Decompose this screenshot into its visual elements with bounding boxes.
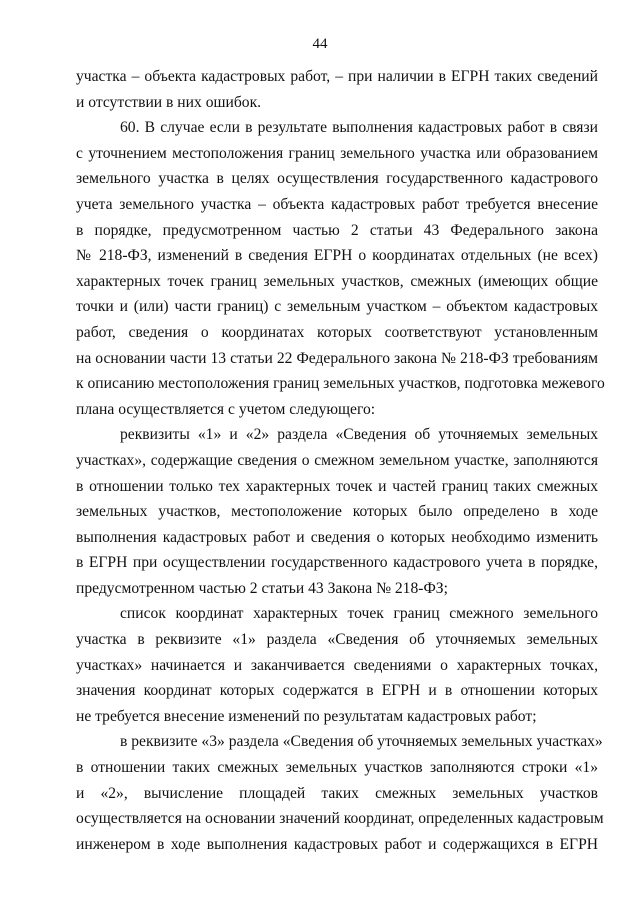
paragraph — [76, 729, 604, 857]
paragraph — [76, 422, 598, 601]
text-line: работ, сведения о координатах которых соответствуют установленным — [76, 323, 598, 341]
text-line: в отношении только тех характерных точек и частей границ таких смежных — [76, 477, 598, 495]
text-line: значения координат которых содержатся в ЕГРН и в отношении которых — [76, 682, 598, 700]
text-line: осуществляется на основании значений координат, определенных кадастровым — [76, 810, 604, 828]
page-number: 44 — [312, 36, 328, 52]
text-line: инженером в ходе выполнения кадастровых работ и содержащихся в ЕГРН — [76, 835, 598, 853]
text-line: № 218-ФЗ, изменений в сведения ЕГРН о координатах отдельных (не всех) — [76, 247, 598, 265]
text-line: участках», содержащие сведения о смежном земельном участке, заполняются — [76, 451, 598, 469]
text-line: в реквизите «3» раздела «Сведения об уточняемых земельных участках» — [120, 733, 603, 751]
text-line: и «2», вычисление площадей таких смежных земельных участков — [76, 784, 598, 802]
text-line: участка – объекта кадастровых работ, – при наличии в ЕГРН таких сведений — [76, 68, 598, 85]
text-line: в порядке, предусмотренном частью 2 статьи 43 Федерального закона — [76, 221, 598, 239]
text-line: земельного участка в целях осуществления государственного кадастрового — [76, 170, 598, 188]
paragraph — [76, 601, 598, 729]
text-line: учета земельного участка – объекта кадастровых работ требуется внесение — [76, 195, 598, 213]
paragraph — [76, 64, 598, 115]
text-line: земельных участков, местоположение которых было определено в ходе — [76, 503, 598, 521]
text-line: предусмотренном частью 2 статьи 43 Закона № 218-ФЗ; — [76, 579, 448, 597]
text-line: характерных точек границ земельных участков, смежных (имеющих общие — [76, 272, 598, 290]
text-line: реквизиты «1» и «2» раздела «Сведения об уточняемых земельных — [120, 426, 598, 444]
text-line: в отношении таких смежных земельных участков заполняются строки «1» — [76, 759, 598, 777]
text-line: список координат характерных точек границ смежного земельного — [120, 605, 598, 623]
text-line: участка в реквизите «1» раздела «Сведения об уточняемых земельных — [76, 631, 598, 649]
text-line: на основании части 13 статьи 22 Федерального закона № 218-ФЗ требованиям — [76, 349, 598, 367]
text-line: плана осуществляется с учетом следующего: — [76, 400, 376, 418]
text-line: и отсутствии в них ошибок. — [76, 93, 262, 111]
text-line: участках» начинается и заканчивается сведениями о характерных точках, — [76, 656, 598, 674]
paragraph — [76, 115, 605, 422]
text-line: в ЕГРН при осуществлении государственного кадастрового учета в порядке, — [76, 554, 598, 572]
text-line: 60. В случае если в результате выполнения кадастровых работ в связи — [120, 119, 598, 137]
text-line: выполнения кадастровых работ и сведения о которых необходимо изменить — [76, 528, 598, 546]
text-line: к описанию местоположения границ земельных участков, подготовка межевого — [76, 375, 605, 393]
text-line: с уточнением местоположения границ земельного участка или образованием — [76, 144, 598, 162]
page-text — [76, 64, 605, 857]
text-line: точки и (или) части границ) с земельным участком – объектом кадастровых — [76, 298, 598, 316]
text-line: не требуется внесение изменений по результатам кадастровых работ; — [76, 707, 537, 725]
